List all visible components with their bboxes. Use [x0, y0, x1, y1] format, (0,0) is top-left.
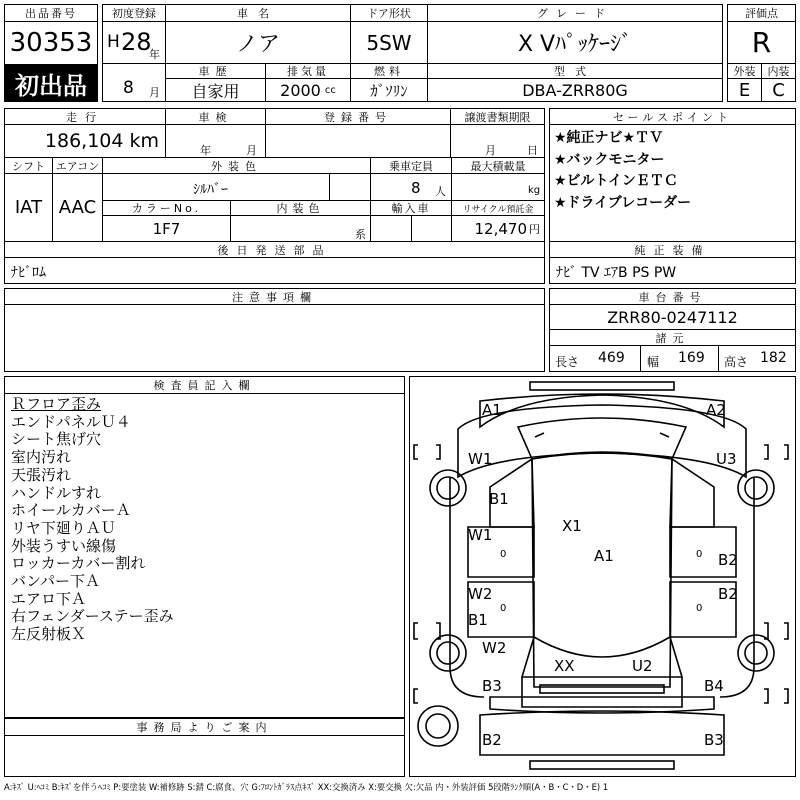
damage-mark: B2 — [482, 731, 502, 749]
damage-mark: A1 — [594, 547, 614, 565]
int-color-cell — [230, 215, 371, 242]
interior-label: 内装 — [761, 63, 796, 79]
legend: A:ｷｽﾞ U:ﾍｺﾐ B:ｷｽﾞを伴うﾍｺﾐ P:要塗装 W:補修跡 S:錆 C:腐食、穴 G:ﾌﾛﾝﾄｶﾞﾗｽ点ｷｽﾞ XX:交換済み X:要交換 欠:欠品 内・外装評価 5段階ﾗﾝｸ順(A・B・C・D・E) 1 — [4, 782, 609, 792]
capacity-cell — [370, 173, 452, 201]
notes-label: 注意事項欄 — [4, 288, 545, 305]
transfer-month-unit: 月 — [485, 144, 496, 157]
grade-label: グレード — [427, 4, 723, 22]
damage-mark: U3 — [716, 450, 737, 468]
door-label: ドア形状 — [350, 4, 428, 22]
inspector-note: ロッカーカバー割れ — [11, 554, 146, 573]
displacement-label: 排気量 — [265, 63, 351, 79]
inspector-note: ハンドルすれ — [11, 483, 102, 502]
mileage-label: 走行 — [4, 108, 166, 125]
int-color-label: 内装色 — [230, 200, 371, 216]
later-parts-label: 後日発送部品 — [4, 241, 545, 258]
office-label: 事務局よりご案内 — [4, 718, 405, 736]
capacity-unit: 人 — [435, 185, 446, 198]
damage-mark: A1 — [482, 401, 502, 419]
damage-mark: B3 — [482, 677, 502, 695]
lot-no-label: 出品番号 — [4, 4, 98, 22]
dims — [549, 345, 796, 372]
car-diagram — [409, 376, 796, 777]
damage-mark: U2 — [632, 657, 653, 675]
month-unit: 月 — [149, 86, 160, 99]
width: 169 — [678, 350, 705, 366]
first-reg-label: 初度登録 — [102, 4, 166, 22]
model-label: 型式 — [427, 63, 723, 79]
inspector-note: 室内汚れ — [11, 448, 72, 467]
car-outline-svg — [410, 377, 795, 776]
ext-color: ｼﾙﾊﾞｰ — [193, 182, 228, 198]
capacity: 8 — [411, 179, 421, 197]
inspector-note: 天張汚れ — [11, 465, 72, 484]
equipment-value: ﾅﾋﾞ TV ｴｱB PS PW — [556, 265, 677, 281]
recycle-value: 12,470 — [474, 219, 527, 238]
ac-label: エアコン — [52, 157, 103, 174]
mileage-value: 186,104 — [44, 130, 124, 152]
color-no-label: カラーNo. — [102, 200, 231, 216]
shift-label: シフト — [4, 157, 53, 174]
damage-mark: B1 — [468, 611, 488, 629]
recycle-unit: 円 — [529, 222, 540, 236]
damage-mark: A2 — [706, 401, 726, 419]
inspector-note: 右フェンダーステー歪み — [11, 607, 174, 626]
height-label: 高さ — [724, 355, 749, 369]
era: H — [107, 32, 120, 52]
displacement — [265, 78, 351, 102]
month: 8 — [123, 78, 134, 98]
damage-mark: B4 — [704, 677, 724, 695]
inspection-month-unit: 月 — [246, 144, 257, 157]
inspector-note: シート焦げ穴 — [11, 430, 102, 449]
mark-zero: 0 — [500, 549, 507, 560]
damage-mark: W2 — [468, 585, 493, 603]
mileage — [4, 124, 166, 158]
equipment-label: 純正装備 — [549, 241, 796, 258]
int-color-unit: 系 — [355, 228, 366, 241]
office-area — [4, 735, 405, 777]
first-listing-badge: 初出品 — [4, 64, 98, 102]
inspector-note: Ｒフロア歪み — [11, 395, 102, 413]
inspector-note: エンドパネルＵ４ — [11, 412, 131, 431]
transfer-date — [450, 124, 545, 158]
notes-area — [4, 304, 545, 372]
load-label: 最大積載量 — [451, 157, 545, 174]
interior-grade: C — [761, 78, 796, 102]
reg-no-label: 登録番号 — [265, 108, 451, 125]
chassis-label: 車台番号 — [549, 288, 796, 305]
inspector-label: 検査員記入欄 — [4, 376, 405, 394]
shift: IAT — [4, 173, 53, 242]
score-label: 評価点 — [727, 4, 796, 22]
inspector-notes — [4, 393, 405, 718]
first-reg-month — [102, 63, 166, 102]
damage-mark: W1 — [468, 526, 493, 544]
mark-zero: 0 — [696, 603, 703, 614]
later-parts — [4, 257, 545, 284]
inspector-note: 左反射板Ｘ — [11, 625, 87, 644]
inspector-note: バンパー下Ａ — [11, 572, 100, 591]
transfer-label: 譲渡書類期限 — [450, 108, 545, 125]
door-type: 5SW — [350, 21, 428, 64]
color-no: 1F7 — [102, 215, 231, 242]
damage-mark: XX — [554, 657, 575, 675]
length: 469 — [598, 350, 625, 366]
inspection-label: 車検 — [165, 108, 266, 125]
sales-point: ★ビルトインＥＴＣ — [554, 173, 678, 189]
fuel-label: 燃料 — [350, 63, 428, 79]
inspection-year-unit: 年 — [200, 144, 211, 157]
exterior-grade: E — [727, 78, 762, 102]
air-conditioner: AAC — [52, 173, 103, 242]
damage-mark: B2 — [718, 551, 738, 569]
sales-points — [549, 124, 796, 242]
score: R — [727, 21, 796, 64]
damage-mark: X1 — [562, 517, 582, 535]
car-name-label: 車名 — [165, 4, 351, 22]
sales-point: ★バックモニター — [554, 151, 665, 168]
load-unit: kg — [528, 185, 541, 196]
displacement-unit: cc — [324, 84, 336, 96]
sales-points-label: セールスポイント — [549, 108, 796, 125]
chassis-number: ZRR80-0247112 — [549, 304, 796, 330]
recycle — [451, 215, 545, 242]
inspector-note: 外装うすい線傷 — [11, 536, 117, 555]
inspector-note: ホイールカバーＡ — [11, 501, 131, 520]
damage-mark: B2 — [718, 585, 738, 603]
sales-point: ★ドライブレコーダー — [554, 194, 692, 211]
damage-mark: B1 — [489, 490, 509, 508]
mileage-unit: km — [129, 130, 159, 152]
year: 28 — [121, 28, 152, 56]
inspection-date — [165, 124, 266, 158]
lot-no: 30353 — [4, 21, 98, 65]
exterior-label: 外装 — [727, 63, 762, 79]
history-label: 車歴 — [165, 63, 266, 79]
dims-label: 諸元 — [549, 329, 796, 346]
ext-color-cell — [102, 173, 371, 201]
import-cell — [370, 215, 452, 242]
sales-point: ★純正ナビ★ＴＶ — [554, 130, 664, 146]
ext-color-label: 外装色 — [102, 157, 371, 174]
grade: X Vﾊﾟｯｹｰｼﾞ — [427, 21, 723, 64]
recycle-label: リサイクル預託金 — [451, 200, 545, 216]
height: 182 — [760, 350, 787, 366]
mark-zero: 0 — [696, 549, 703, 560]
mark-zero: 0 — [500, 603, 507, 614]
damage-mark: W1 — [468, 450, 493, 468]
year-unit: 年 — [149, 48, 160, 61]
model: DBA-ZRR80G — [427, 78, 723, 102]
damage-mark: B3 — [704, 731, 724, 749]
damage-mark: W2 — [482, 639, 507, 657]
equipment — [549, 257, 796, 284]
first-reg-year — [102, 21, 166, 64]
later-parts-value: ﾅﾋﾞﾛﾑ — [11, 265, 46, 281]
inspector-note: リヤ下廻りＡＵ — [11, 518, 116, 537]
width-label: 幅 — [647, 355, 660, 369]
length-label: 長さ — [555, 355, 580, 369]
transfer-day-unit: 日 — [527, 144, 538, 157]
import-label: 輸入車 — [370, 200, 452, 216]
inspector-note: エアロ下Ａ — [11, 589, 87, 608]
load-cell — [451, 173, 545, 201]
displacement-value: 2000 — [280, 80, 321, 100]
reg-no — [265, 124, 451, 158]
car-name: ノア — [165, 21, 351, 64]
fuel: ｶﾞｿﾘﾝ — [350, 78, 428, 102]
history: 自家用 — [165, 78, 266, 102]
capacity-label: 乗車定員 — [370, 157, 452, 174]
